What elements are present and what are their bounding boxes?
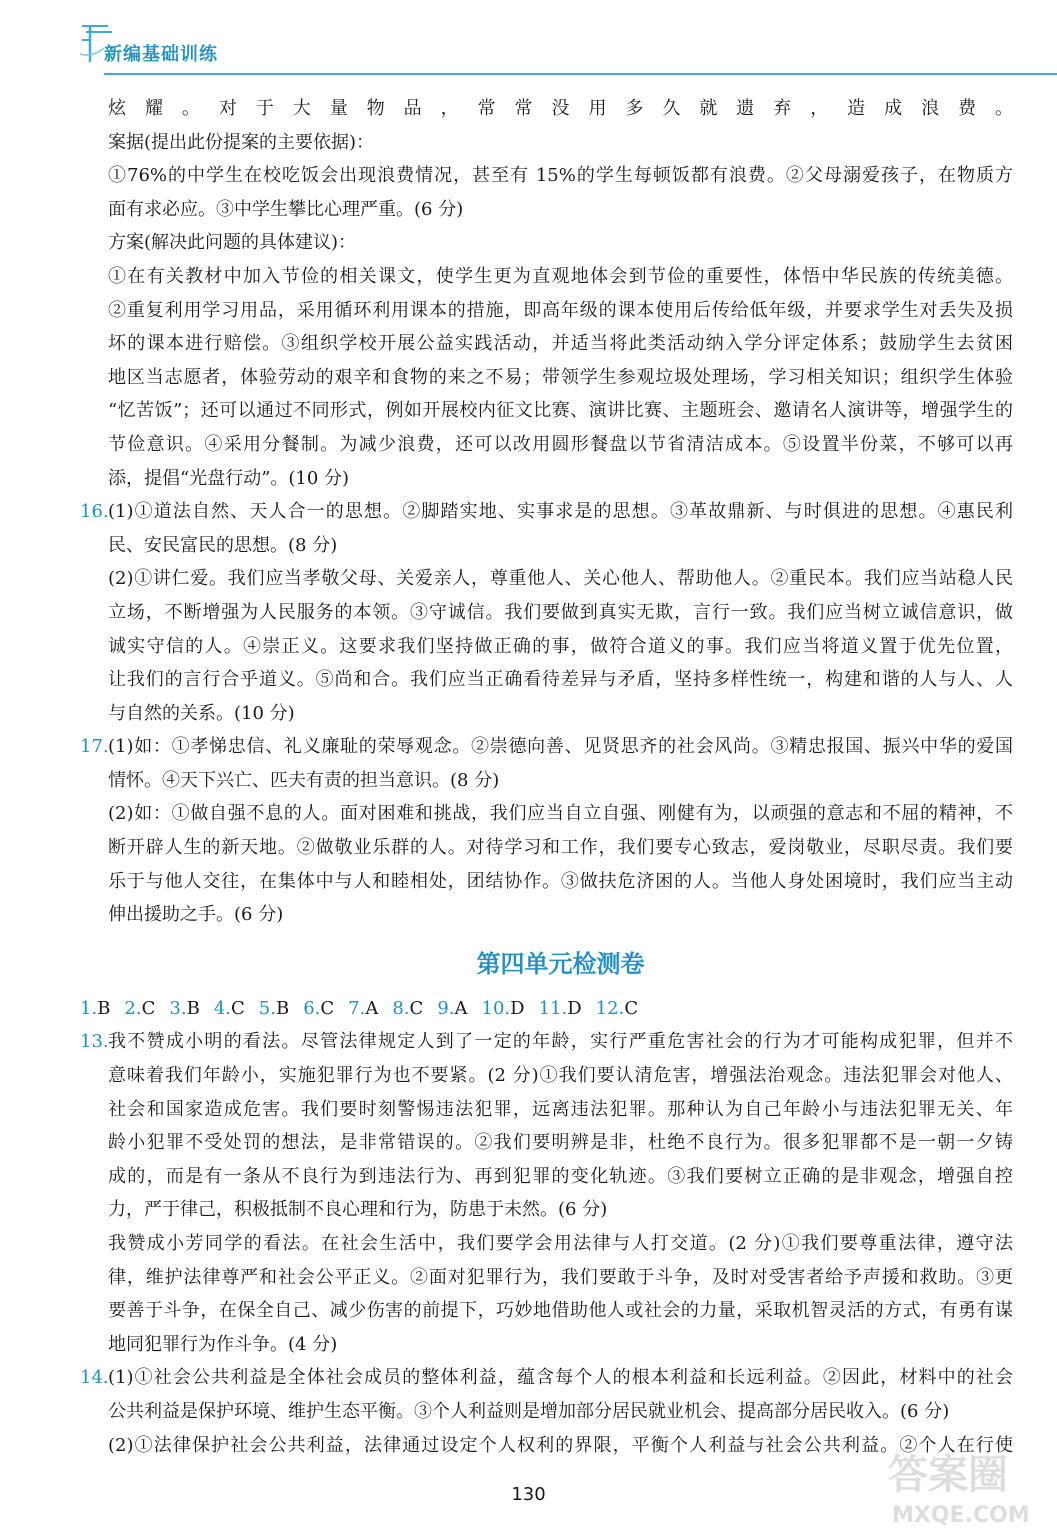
text-line xyxy=(108,1093,1013,1127)
multiple-choice-answers xyxy=(80,992,985,1026)
answer-number: 10. xyxy=(481,997,511,1019)
line-text: 与自然的关系。(10 分) xyxy=(108,702,295,724)
text-line xyxy=(80,1361,1013,1395)
line-text: 成的，而是有一条从不良行为到违法行为、再到犯罪的变化轨迹。③我们要树立正确的是非观念，增强自控 xyxy=(108,1165,1013,1187)
text-line xyxy=(108,562,1013,596)
text-line xyxy=(108,529,1013,563)
text-line xyxy=(108,797,1013,831)
line-text: 公共利益是保护环境、维护生态平衡。③个人利益则是增加部分居民就业机会、提高部分居民收入。(6 分) xyxy=(108,1400,950,1422)
line-text: 我不赞成小明的看法。尽管法律规定人到了一定的年龄，实行严重危害社会的行为才可能构成犯罪，但并不 xyxy=(108,1031,1013,1053)
section-title: 第四单元检测卷 xyxy=(476,949,645,978)
text-line xyxy=(108,1126,1013,1160)
line-text: 方案(解决此问题的具体建议)： xyxy=(108,232,357,254)
answer-choice: B xyxy=(97,997,111,1019)
watermark-line2: MXQE.COM xyxy=(892,1503,1030,1528)
text-line xyxy=(108,764,1013,798)
line-text: 要善于斗争，在保全自己、减少伤害的前提下，巧妙地借助他人或社会的力量，采取机智灵活的方式，有勇有谋 xyxy=(108,1300,1013,1322)
text-line xyxy=(108,394,1013,428)
text-line xyxy=(80,1025,1013,1059)
line-text: 龄小犯罪不受处罚的想法，是非常错误的。②我们要明辨是非，杜绝不良行为。很多犯罪都不是一朝一夕铸 xyxy=(108,1132,1013,1154)
text-line xyxy=(108,428,1013,462)
text-line xyxy=(108,663,1013,697)
answer-number: 11. xyxy=(538,997,568,1019)
line-text: 立场，不断增强为人民服务的本领。③守诚信。我们要做到真实无欺，言行一致。我们应当树立诚信意识，做 xyxy=(108,601,1013,623)
line-text: 意味着我们年龄小，实施犯罪行为也不要紧。(2 分)①我们要认清危害，增强法治观念。违法犯罪会对他人、 xyxy=(108,1065,1013,1087)
text-line xyxy=(108,193,1013,227)
line-text: ①在有关教材中加入节俭的相关课文，使学生更为直观地体会到节俭的重要性，体悟中华民族的传统美德。 xyxy=(108,265,1013,287)
text-line xyxy=(108,294,1013,328)
line-text: 炫耀。对于大量物品，常常没用多久就遗弃，造成浪费。 xyxy=(108,98,1013,119)
answer-choice: B xyxy=(275,997,290,1019)
question-16 xyxy=(80,495,1013,730)
question-17 xyxy=(80,730,1013,932)
answer-choice: D xyxy=(567,997,582,1019)
text-line xyxy=(108,126,1013,160)
series-title: 新编基础训练 xyxy=(104,44,218,65)
text-line xyxy=(108,260,1013,294)
text-line xyxy=(108,630,1013,664)
line-text: 乐于与他人交往，在集体中与人和睦相处，团结协作。③做扶危济困的人。当他人身处困境时，我们应当主动 xyxy=(108,870,1013,892)
answer-number: 3. xyxy=(169,997,187,1019)
header-divider xyxy=(104,73,1057,75)
watermark-logo xyxy=(878,1440,1048,1530)
text-line xyxy=(108,1395,1013,1429)
text-line xyxy=(108,1328,1013,1362)
question-number: 16. xyxy=(80,501,109,523)
question-13 xyxy=(80,1025,1013,1361)
answer-number: 6. xyxy=(303,997,321,1019)
answer-number: 4. xyxy=(213,997,231,1019)
line-text: (2)①法律保护社会公共利益，法律通过设定个人权利的界限，平衡个人利益与社会公共利益。②个人在行使 xyxy=(108,1434,1013,1456)
answer-item xyxy=(124,998,155,1019)
line-text: 民、安民富民的思想。(8 分) xyxy=(108,534,338,556)
answer-item xyxy=(259,998,289,1019)
answer-choice: A xyxy=(365,997,379,1019)
line-text: 节俭意识。④采用分餐制。为减少浪费，还可以改用圆形餐盘以节省清洁成本。⑤设置半份菜，不够可以再 xyxy=(108,433,1013,455)
watermark-line1: 答案圈 xyxy=(888,1452,1008,1498)
answer-item xyxy=(482,998,525,1019)
line-text: 面有求必应。③中学生攀比心理严重。(6 分) xyxy=(108,198,464,220)
answer-item xyxy=(348,998,378,1019)
line-text: ①76%的中学生在校吃饭会出现浪费情况，甚至有 15%的学生每顿饭都有浪费。②父母溺爱孩子，在物质方 xyxy=(108,165,1013,187)
answer-choice: C xyxy=(141,997,156,1019)
question-number: 13. xyxy=(80,1031,109,1053)
line-text: 社会和国家造成危害。我们要时刻警惕违法犯罪，远离违法犯罪。那种认为自己年龄小与违法犯罪无关、年 xyxy=(108,1098,1013,1120)
line-text: 案据(提出此份提案的主要依据)： xyxy=(108,131,375,153)
answer-item xyxy=(303,998,334,1019)
line-text: 伸出援助之手。(6 分) xyxy=(108,904,284,926)
answer-number: 8. xyxy=(392,997,410,1019)
answer-item xyxy=(596,998,638,1019)
text-line xyxy=(80,495,1013,529)
text-line xyxy=(108,462,1013,496)
page-number: 130 xyxy=(511,1484,546,1505)
line-text: 地同犯罪行为作斗争。(4 分) xyxy=(108,1333,338,1355)
text-line xyxy=(108,92,1013,126)
q15-continuation xyxy=(108,92,1013,495)
text-line xyxy=(108,1294,1013,1328)
line-text: 力，严于律己，积极抵制不良心理和行为，防患于未然。(6 分) xyxy=(108,1199,608,1221)
answer-item xyxy=(392,998,423,1019)
line-text: ②重复利用学习用品，采用循环利用课本的措施，即高年级的课本使用后传给低年级，并要求学生对丢失及损 xyxy=(108,299,1013,321)
line-text: 坏的课本进行赔偿。③组织学校开展公益实践活动，并适当将此类活动纳入学分评定体系；鼓励学生去贫困 xyxy=(108,333,1013,355)
text-line xyxy=(108,1059,1013,1093)
answer-number: 2. xyxy=(124,997,142,1019)
text-line xyxy=(108,898,1013,932)
line-text: 情怀。④天下兴亡、匹夫有责的担当意识。(8 分) xyxy=(108,769,500,791)
question-number: 17. xyxy=(80,736,109,758)
answer-choice: C xyxy=(409,997,424,1019)
answer-number: 7. xyxy=(348,997,366,1019)
line-text: 诚实守信的人。④崇正义。这要求我们坚持做正确的事，做符合道义的事。我们应当将道义置于优先位置， xyxy=(108,635,1013,657)
answer-number: 1. xyxy=(80,997,98,1019)
line-text: 断开辟人生的新天地。②做敬业乐群的人。对待学习和工作，我们要专心致志，爱岗敬业，尽职尽责。我们要 xyxy=(108,837,1013,859)
answer-number: 5. xyxy=(258,997,276,1019)
line-text: 我赞成小芳同学的看法。在社会生活中，我们要学会用法律与人打交道。(2 分)①我们要尊重法律，遵守法 xyxy=(108,1233,1013,1254)
text-line xyxy=(108,327,1013,361)
line-text: (1)①社会公共利益是全体社会成员的整体利益，蕴含每个人的根本利益和长远利益。②因此，材料中的社会 xyxy=(108,1367,1013,1389)
answer-number: 12. xyxy=(595,997,625,1019)
text-line xyxy=(108,697,1013,731)
line-text: (1)①道法自然、天人合一的思想。②脚踏实地、实事求是的思想。③革故鼎新、与时俱进的思想。④惠民利 xyxy=(108,501,1013,523)
text-line xyxy=(108,1227,1013,1261)
line-text: 让我们的言行合乎道义。⑤尚和合。我们应当正确看待差异与矛盾，坚持多样性统一，构建和谐的人与人、人 xyxy=(108,669,1013,691)
answer-choice: C xyxy=(624,997,639,1019)
text-line xyxy=(80,730,1013,764)
text-line xyxy=(108,1261,1013,1295)
line-text: 添，提倡“光盘行动”。(10 分) xyxy=(108,467,350,489)
text-line xyxy=(108,226,1013,260)
text-line xyxy=(108,1193,1013,1227)
text-line xyxy=(108,596,1013,630)
page-content xyxy=(80,92,1013,1462)
text-line xyxy=(108,831,1013,865)
line-text: (1)如：①孝悌忠信、礼义廉耻的荣辱观念。②崇德向善、见贤思齐的社会风尚。③精忠报国、振兴中华的爱国 xyxy=(108,736,1013,758)
answer-choice: C xyxy=(320,997,335,1019)
line-text: (2)如：①做自强不息的人。面对困难和挑战，我们应当自立自强、刚健有为，以顽强的意志和不屈的精神，不 xyxy=(108,803,1013,825)
answer-choice: A xyxy=(454,997,468,1019)
answer-number: 9. xyxy=(437,997,455,1019)
question-number: 14. xyxy=(80,1367,109,1389)
answer-item xyxy=(437,998,467,1019)
line-text: “忆苦饭”；还可以通过不同形式，例如开展校内征文比赛、演讲比赛、主题班会、邀请名人演讲等，增强学生的 xyxy=(108,400,1013,422)
answer-choice: C xyxy=(231,997,245,1019)
line-text: 地区当志愿者，体验劳动的艰辛和食物的来之不易；带领学生参观垃圾处理场，学习相关知识；组织学生体验 xyxy=(108,366,1013,388)
answer-item xyxy=(214,998,245,1019)
answer-choice: B xyxy=(186,997,200,1019)
answer-item xyxy=(169,998,199,1019)
text-line xyxy=(108,361,1013,395)
page-header xyxy=(0,0,1057,80)
line-text: (2)①讲仁爱。我们应当孝敬父母、关爱亲人，尊重他人、关心他人、帮助他人。②重民本。我们应当站稳人民 xyxy=(108,568,1013,590)
text-line xyxy=(108,159,1013,193)
line-text: 律，维护法律尊严和社会公平正义。②面对犯罪行为，我们要敢于斗争，及时对受害者给予声援和救助。③更 xyxy=(108,1266,1013,1288)
answer-item xyxy=(539,998,582,1019)
answer-choice: D xyxy=(510,997,525,1019)
text-line xyxy=(108,865,1013,899)
text-line xyxy=(108,1160,1013,1194)
answer-item xyxy=(80,998,110,1019)
